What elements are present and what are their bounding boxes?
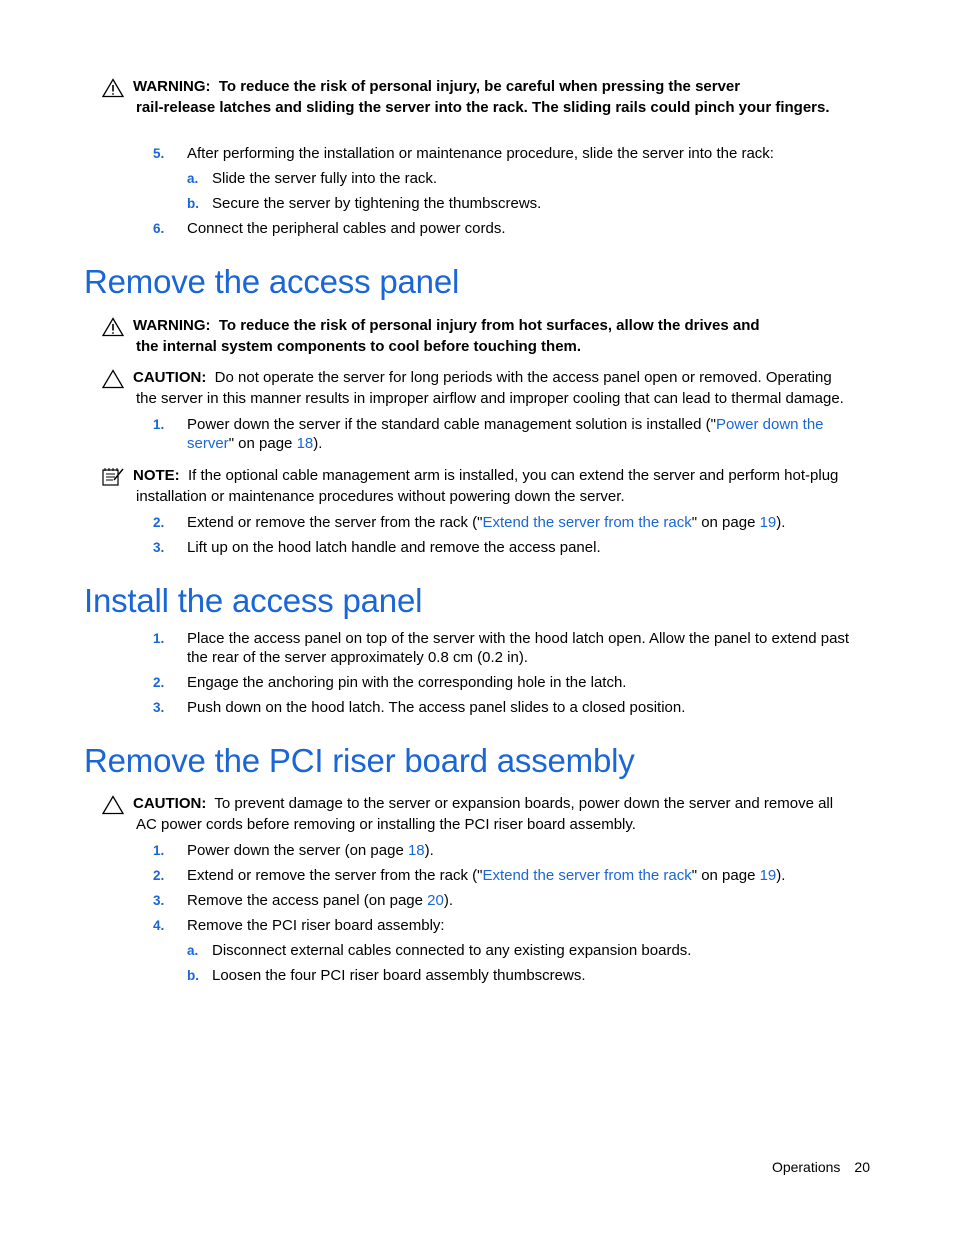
note-text-line1: If the optional cable management arm is installed, you can extend the server and perform hot-plug: [188, 467, 839, 484]
step-text: Remove the PCI riser board assembly:: [187, 917, 445, 934]
warning-label: WARNING:: [133, 78, 211, 95]
power-down-link[interactable]: Power down the server: [187, 416, 824, 452]
step-number: 2.: [153, 515, 165, 530]
step-text: Secure the server by tightening the thumbscrews.: [212, 195, 542, 212]
step-text: Engage the anchoring pin with the corresponding hole in the latch.: [187, 674, 627, 691]
step-text: Connect the peripheral cables and power cords.: [187, 220, 506, 237]
list-item: [153, 538, 873, 557]
step-number: b.: [187, 196, 199, 211]
list-item: 2. Extend or remove the server from the rack ("Extend the server from the rack" on page 19).: [153, 867, 786, 884]
list-item: [187, 966, 867, 985]
list-item: [187, 941, 867, 960]
page-footer: [772, 1158, 870, 1176]
list-item: [153, 144, 873, 163]
section-heading-remove-pci-riser: Remove the PCI riser board assembly: [84, 742, 635, 779]
step-number: 2.: [153, 675, 165, 690]
caution-label: CAUTION:: [133, 369, 207, 386]
note-notice: [101, 466, 871, 507]
step-text: Push down on the hood latch. The access panel slides to a closed position.: [187, 699, 686, 716]
caution-label: CAUTION:: [133, 795, 207, 812]
caution-notice: [101, 368, 871, 409]
step-number: 3.: [153, 893, 165, 908]
list-item: [153, 219, 873, 238]
page-reference-link[interactable]: 18: [407, 842, 425, 859]
list-item: 3. Remove the access panel (on page 20).: [153, 892, 454, 909]
step-number: 2.: [153, 868, 165, 883]
section-heading-remove-access-panel: Remove the access panel: [84, 263, 460, 300]
caution-triangle-icon: [101, 795, 125, 815]
step-number: 1.: [153, 417, 165, 432]
warning-text-rest: rail-release latches and sliding the server into the rack. The sliding rails could pinch your fingers.: [136, 98, 830, 116]
step-number: 5.: [153, 146, 165, 161]
step-number: 3.: [153, 700, 165, 715]
caution-notice: [101, 794, 871, 835]
step-text: After performing the installation or maintenance procedure, slide the server into the rack:: [187, 145, 774, 162]
list-item: [153, 673, 873, 692]
list-item: [153, 698, 873, 717]
step-text: Loosen the four PCI riser board assembly thumbscrews.: [212, 967, 586, 984]
list-item: [153, 916, 873, 935]
step-text: Slide the server fully into the rack.: [212, 170, 438, 187]
list-item: [153, 629, 873, 667]
note-label: NOTE:: [133, 467, 180, 484]
warning-text-rest: the internal system components to cool before touching them.: [136, 337, 582, 355]
caution-text-rest: AC power cords before removing or installing the PCI riser board assembly.: [136, 815, 636, 833]
extend-server-link[interactable]: Extend the server from the rack: [482, 514, 692, 531]
caution-triangle-icon: [101, 369, 125, 389]
list-item: 1. Power down the server (on page 18).: [153, 842, 434, 859]
warning-text-line1: To reduce the risk of personal injury, be careful when pressing the server: [218, 78, 741, 95]
note-pad-icon: [101, 467, 125, 487]
warning-triangle-icon: [101, 78, 125, 98]
step-number: 1.: [153, 631, 165, 646]
warning-notice: [101, 77, 871, 118]
step-text: Place the access panel on top of the server with the hood latch open. Allow the panel to extend past the rear of the server approximately 0.8 cm (0.2 in).: [187, 630, 850, 666]
warning-notice: [101, 316, 871, 357]
step-text: Disconnect external cables connected to any existing expansion boards.: [212, 942, 692, 959]
caution-text-line1: To prevent damage to the server or expansion boards, power down the server and remove all: [214, 795, 834, 812]
step-text: Lift up on the hood latch handle and remove the access panel.: [187, 539, 601, 556]
footer-section-name: Operations: [771, 1159, 841, 1175]
list-item: 2. Extend or remove the server from the rack ("Extend the server from the rack" on page 19).: [153, 514, 786, 531]
page-reference-link[interactable]: 20: [427, 892, 444, 909]
page-reference-link[interactable]: 18: [296, 435, 314, 452]
step-number: 3.: [153, 540, 165, 555]
caution-text-rest: the server in this manner results in improper airflow and improper cooling that can lead to thermal damage.: [136, 389, 844, 407]
step-number: 4.: [153, 918, 165, 933]
step-number: 1.: [153, 843, 165, 858]
list-item: [187, 194, 867, 213]
list-item: [187, 169, 867, 188]
step-number: a.: [187, 171, 199, 186]
extend-server-link[interactable]: Extend the server from the rack: [482, 867, 692, 884]
step-number: b.: [187, 968, 199, 983]
page-reference-link[interactable]: 19: [759, 867, 777, 884]
section-heading-install-access-panel: Install the access panel: [84, 582, 423, 619]
caution-text-line1: Do not operate the server for long periods with the access panel open or removed. Operating: [214, 369, 832, 386]
warning-text-line1: To reduce the risk of personal injury from hot surfaces, allow the drives and: [218, 317, 760, 334]
warning-label: WARNING:: [133, 317, 211, 334]
warning-triangle-icon: [101, 317, 125, 337]
step-number: a.: [187, 943, 199, 958]
step-number: 6.: [153, 221, 165, 236]
page-reference-link[interactable]: 19: [759, 514, 777, 531]
page-number: 20: [854, 1159, 870, 1175]
list-item: 1. Power down the server if the standard cable management solution is installed ("Power down the server" on page 18).: [153, 416, 824, 452]
note-text-rest: installation or maintenance procedures without powering down the server.: [136, 487, 625, 505]
